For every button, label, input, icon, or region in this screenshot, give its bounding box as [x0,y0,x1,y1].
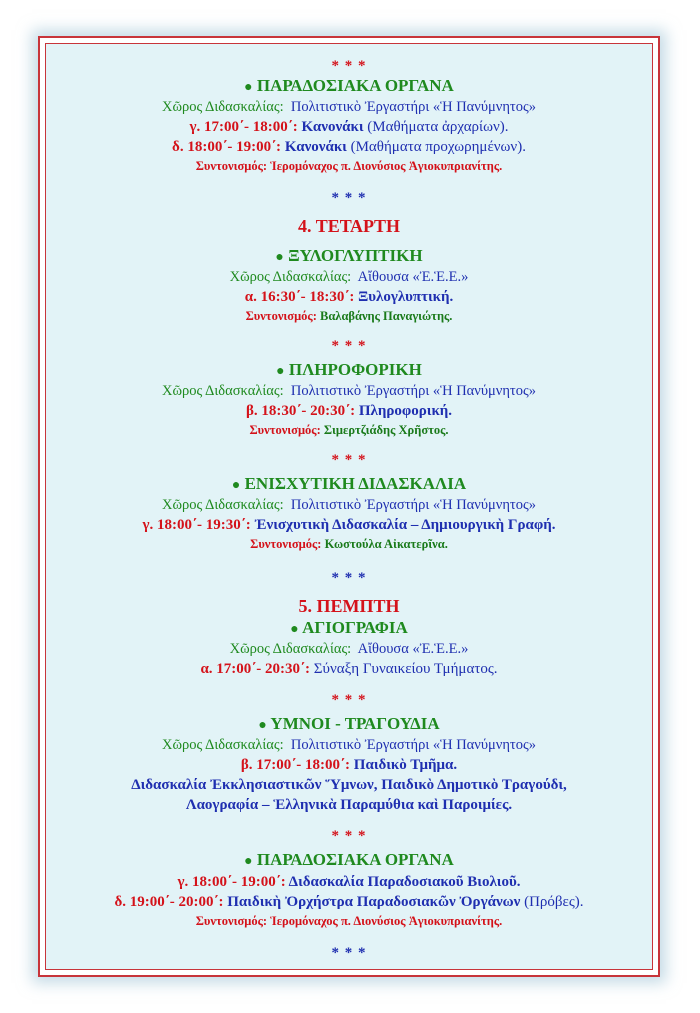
schedule-line: δ. 18:00΄- 19:00΄: Κανονάκι (Μαθήματα προχωρημένων). [172,139,526,155]
venue-line: Χῶρος Διδασκαλίας: Αἴθουσα «Ἐ.Ἑ.Ε.» [229,641,469,657]
bullet-icon: ● [244,854,253,869]
coordinator-line: Συντονισμός: Ἱερομόναχος π. Διονύσιος Ἁγιοκυπριανίτης. [195,914,503,928]
separator-stars: * * * [331,190,367,206]
bullet-icon: ● [290,622,299,637]
separator-stars: * * * [331,58,367,74]
section-title-informatics: ● ΠΛΗΡΟΦΟΡΙΚΗ [276,360,422,379]
separator-stars: * * * [331,338,367,354]
section-title-traditional-instruments: ● ΠΑΡΑΔΟΣΙΑΚΑ ΟΡΓΑΝΑ [244,76,454,95]
bullet-icon: ● [258,718,267,733]
venue-line: Χῶρος Διδασκαλίας: Πολιτιστικὸ Ἐργαστήρι «Ἡ Πανύμνητος» [161,737,536,753]
bullet-icon: ● [244,80,253,95]
coordinator-line: Συντονισμός: Κωστούλα Αἰκατερῖνα. [250,537,448,551]
description-line: Λαογραφία – Ἑλληνικὰ Παραμύθια καὶ Παροιμίες. [185,797,513,813]
schedule-line: α. 17:00΄- 20:30΄: Σύναξη Γυναικείου Τμήματος. [200,661,498,677]
section-title-iconography: ● ΑΓΙΟΓΡΑΦΙΑ [290,618,408,637]
separator-stars: * * * [331,828,367,844]
bullet-icon: ● [276,364,285,379]
day-heading-wednesday: 4. ΤΕΤΑΡΤΗ [298,216,400,236]
schedule-line: δ. 19:00΄- 20:00΄: Παιδικὴ Ὀρχήστρα Παραδοσιακῶν Ὀργάνων (Πρόβες). [114,894,584,910]
day-heading-thursday: 5. ΠΕΜΠΤΗ [298,596,400,616]
separator-stars: * * * [331,570,367,586]
section-title-remedial-teaching: ● ΕΝΙΣΧΥΤΙΚΗ ΔΙΔΑΣΚΑΛΙΑ [231,474,467,493]
section-title-woodcarving: ● ΞΥΛΟΓΛΥΠΤΙΚΗ [275,246,423,265]
schedule-panel [45,43,653,970]
schedule-line: β. 18:30΄- 20:30΄: Πληροφορική. [245,403,453,419]
description-line: Διδασκαλία Ἐκκλησιαστικῶν Ὕμνων, Παιδικὸ Δημοτικὸ Τραγούδι, [131,777,567,793]
separator-stars: * * * [331,945,367,961]
separator-stars: * * * [331,452,367,468]
venue-line: Χῶρος Διδασκαλίας: Πολιτιστικὸ Ἐργαστήρι «Ἡ Πανύμνητος» [161,383,536,399]
venue-line: Χῶρος Διδασκαλίας: Πολιτιστικὸ Ἐργαστήρι «Ἡ Πανύμνητος» [161,99,536,115]
schedule-line: β. 17:00΄- 18:00΄: Παιδικὸ Τμῆμα. [240,757,458,773]
schedule-line: α. 16:30΄- 18:30΄: Ξυλογλυπτική. [244,289,454,305]
venue-line: Χῶρος Διδασκαλίας: Πολιτιστικὸ Ἐργαστήρι «Ἡ Πανύμνητος» [161,497,536,513]
coordinator-line: Συντονισμός: Σιμερτζιάδης Χρῆστος. [249,423,449,437]
bullet-icon: ● [231,478,241,493]
schedule-line: γ. 17:00΄- 18:00΄: Κανονάκι (Μαθήματα ἀρχαρίων). [189,119,509,135]
separator-stars: * * * [331,692,367,708]
schedule-line: γ. 18:00΄- 19:00΄: Διδασκαλία Παραδοσιακοῦ Βιολιοῦ. [177,874,521,890]
bullet-icon: ● [275,250,284,265]
page-frame [38,36,660,977]
section-title-traditional-instruments: ● ΠΑΡΑΔΟΣΙΑΚΑ ΟΡΓΑΝΑ [244,850,454,869]
coordinator-line: Συντονισμός: Βαλαβάνης Παναγιώτης. [245,309,453,323]
schedule-line: γ. 18:00΄- 19:30΄: Ἐνισχυτικὴ Διδασκαλία – Δημιουργικὴ Γραφή. [142,517,556,533]
coordinator-line: Συντονισμός: Ἱερομόναχος π. Διονύσιος Ἁγιοκυπριανίτης. [195,159,503,173]
venue-line: Χῶρος Διδασκαλίας: Αἴθουσα «Ἐ.Ἑ.Ε.» [229,269,469,285]
section-title-hymns-songs: ● ΥΜΝΟΙ - ΤΡΑΓΟΥΔΙΑ [258,714,440,733]
